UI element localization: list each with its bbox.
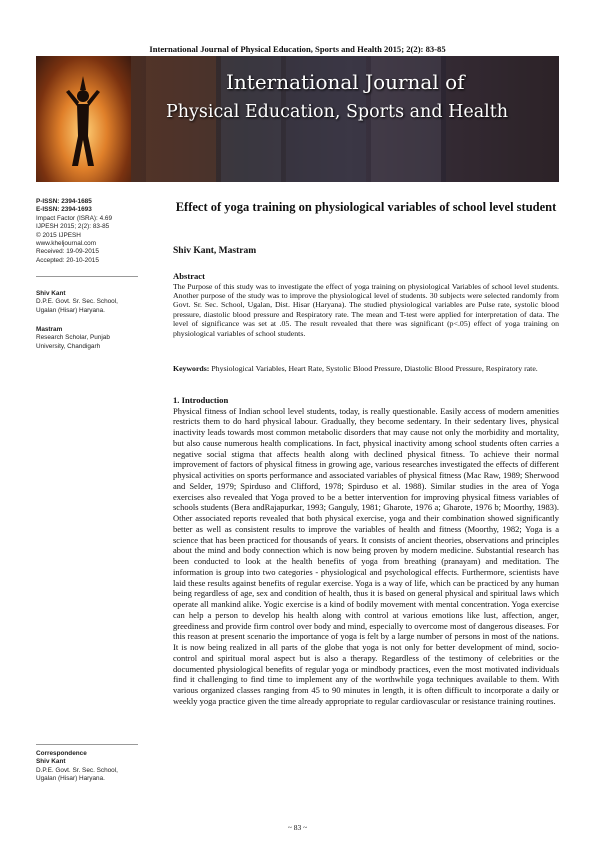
- paper-authors: Shiv Kant, Mastram: [173, 246, 257, 256]
- received-date: Received: 19-09-2015: [36, 248, 99, 256]
- impact-factor: Impact Factor (ISRA): 4.69: [36, 214, 113, 222]
- copyright: © 2015 IJPESH: [36, 231, 81, 239]
- abstract-block: [173, 272, 559, 338]
- side-divider: [36, 744, 138, 745]
- author2-info: [36, 326, 144, 351]
- issn-print: P-ISSN: 2394-1685: [36, 198, 92, 205]
- correspondence-label: Correspondence: [36, 750, 87, 757]
- introduction-section: [173, 396, 559, 707]
- yoga-figure-icon: [58, 74, 108, 174]
- introduction-text: Physical fitness of Indian school level students, today, is really questionable. Easily access of modern amenities restricts them to do hard physical labour. Gradually, they become sedentary. In their sedentary lives, physical inactivity leads towards most common metabolic disorders that may cause not only the morbidity and mortality, but also cause numerous health complications. In fact, physical inactivity among school students often carries a negative social stigma that affects health along with declined physical fitness. To achieve their normal improvement of factors of physical fitness in growing age, various researches investigated the effects of different physical activities on sports performance and associated variables of physical fitness (Mac Raw, 1989; Sherwood and Selder, 1979; Spirduso and Clifford, 1978; Spirduso et al. 1988). Similar studies in the area of Yoga exercises also revealed that Yoga proved to be a better intervention for improving physical fitness variables of schools students (Bera andRajapurkar, 1993; Ganguly, 1981; Gharote, 1976 a; Gharote, 1976 b; Moorthy, 1983). Other associated reports revealed that both physical exercise, yoga and their combination showed significantly better as well as consistent results to improve the variables of health and fitness (Moorthy, 1982; Yoga is a science that has been practiced for thousands of years. It consists of ancient theories, observations and principles about the mind and body connection which is now being proven by modern medicine. Substantial research has been conducted to look at the health benefits of yoga from breathing (pranayam) and meditation. The information is group into two categories - physiological and psychological effects. Furthermore, scientists have laid these results against benefits of regular exercise. Yoga is a way of life, which can be practiced by any human being regardless of age, sex and condition of health, thus it is based on general physical and spiritual laws which operate all mankind alike. Yogic exercise is a kind of bodily movement with mental concentration. Yoga exercise can help a person to develop his health along with control at various emotions like lust, affection, anger, greediness and provide firm control over body and mind, especially to overcome most of dangerous diseases. For this reason at present scenario the importance of yoga is felt by a large number of persons in most of the nations. It is now being realized in all parts of the globe that yoga is not only for better development of mind, socio-control and spiritual moral aspect but is also a therapy. Regardless of the testimony of celebrities or the documented physiological benefits of regular yoga or mindbody practices, even the most motivated individuals find it challenging to find time to implement any of the worthwhile yoga techniques available to them. With various organized classes ranging from 45 to 90 minutes in length, it is often difficult to incorporate a daily or weekly yoga practice given the time already appropriate to regular cardiovascular or resistance training routines.: [173, 405, 559, 706]
- paper-title: Effect of yoga training on physiological variables of school level student: [175, 200, 557, 214]
- author2-name: Mastram: [36, 326, 63, 333]
- author2-affiliation: Research Scholar, Punjab: [36, 334, 110, 342]
- journal-banner: [36, 56, 559, 182]
- keywords-label: Keywords:: [173, 364, 210, 373]
- keywords-block: [173, 364, 559, 373]
- journal-header: International Journal of Physical Education, Sports and Health 2015; 2(2): 83-85: [149, 44, 446, 54]
- introduction-heading: 1. Introduction: [173, 395, 229, 405]
- page-number: ~ 83 ~: [287, 823, 308, 832]
- correspondence-affiliation: D.P.E. Govt. Sr. Sec. School,: [36, 766, 118, 774]
- author1-affiliation-2: Ugalan (Hisar) Haryana.: [36, 306, 105, 314]
- keywords-text: Physiological Variables, Heart Rate, Systolic Blood Pressure, Diastolic Blood Pressure, Respiratory rate.: [209, 364, 538, 373]
- abstract-heading: Abstract: [173, 271, 205, 281]
- banner-title: [166, 70, 559, 122]
- side-info: [36, 198, 144, 265]
- abstract-text: The Purpose of this study was to investigate the effect of yoga training on physiological Variables of school level students. Another purpose of the study was to improve the physiological level of students. 30 subjects were selected randomly from Govt. Sr. Sec. School, Ugalan, Dist. Hisar (Haryana). The studied physiological variables are Pulse rate, systolic blood pressure, diastolic blood pressure and Respiratory rate. The mean and T-test were applied for interpretation of data. The level of significance was set at .05. The result revealed that there was significant (p<.05) effect of yoga training on physiological variables of school students.: [173, 281, 559, 338]
- side-divider: [36, 276, 138, 277]
- correspondence-info: [36, 750, 144, 784]
- journal-url: www.kheljournal.com: [36, 240, 97, 248]
- banner-title-line2: Physical Education, Sports and Health: [166, 102, 509, 122]
- author2-affiliation-2: University, Chandigarh: [36, 342, 101, 350]
- accepted-date: Accepted: 20-10-2015: [36, 256, 99, 264]
- author1-affiliation: D.P.E. Govt. Sr. Sec. School,: [36, 298, 118, 306]
- correspondence-affiliation-2: Ugalan (Hisar) Haryana.: [36, 775, 105, 783]
- author1-name: Shiv Kant: [36, 290, 66, 297]
- banner-title-line1: International Journal of: [226, 70, 465, 94]
- correspondence-name: Shiv Kant: [36, 758, 66, 766]
- issn-electronic: E-ISSN: 2394-1693: [36, 206, 92, 214]
- issue-ref: IJPESH 2015; 2(2): 83-85: [36, 223, 110, 231]
- author1-info: [36, 290, 144, 315]
